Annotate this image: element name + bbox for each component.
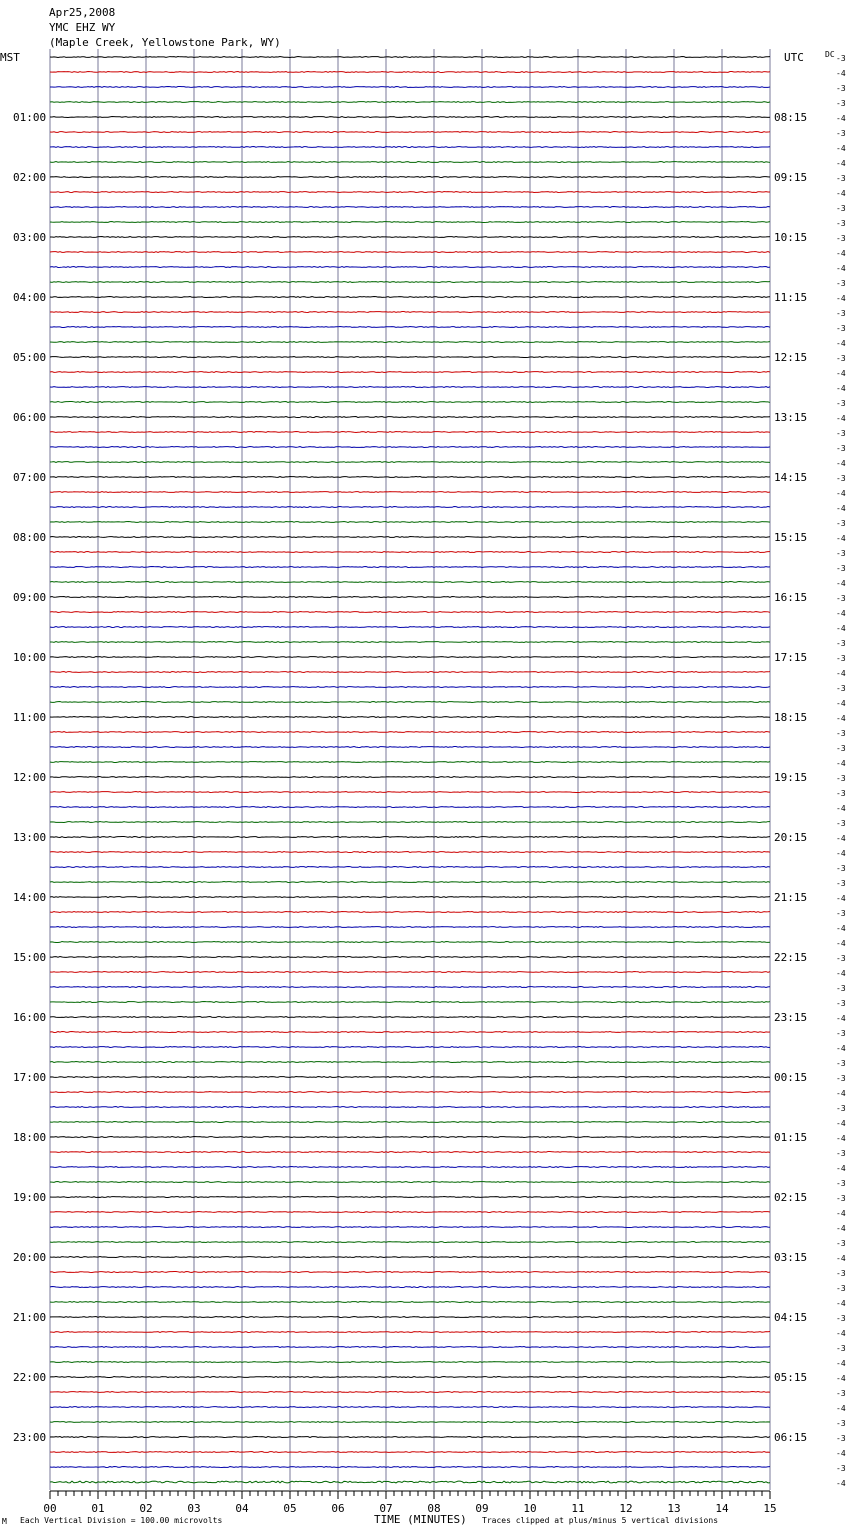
left-hour-label: 05:00 xyxy=(13,351,47,364)
dc-offset-label-38: -4 xyxy=(836,609,846,618)
left-hour-label: 06:00 xyxy=(13,411,47,424)
dc-offset-label-33: -4 xyxy=(836,534,846,543)
right-hour-label: 16:15 xyxy=(774,591,808,604)
trace-line-30 xyxy=(50,492,770,493)
right-hour-label: 03:15 xyxy=(774,1251,808,1264)
dc-offset-label-82: -3 xyxy=(836,1269,846,1278)
dc-offset-label-55: -3 xyxy=(836,864,846,873)
dc-offset-label-10: -4 xyxy=(836,189,846,198)
right-hour-label: 18:15 xyxy=(774,711,808,724)
dc-offset-label-8: -4 xyxy=(836,159,846,168)
x-tick-label: 11 xyxy=(571,1502,585,1515)
x-axis-title: TIME (MINUTES) xyxy=(374,1513,467,1526)
left-hour-label: 08:00 xyxy=(13,531,47,544)
x-tick-label: 02 xyxy=(139,1502,153,1515)
dc-offset-label-68: -3 xyxy=(836,1059,846,1068)
dc-offset-label-5: -4 xyxy=(836,114,846,123)
left-hour-label: 18:00 xyxy=(13,1131,47,1144)
right-hour-label: 04:15 xyxy=(774,1311,808,1324)
dc-offset-label-3: -3 xyxy=(836,84,846,93)
dc-offset-label-15: -4 xyxy=(836,264,846,273)
footer-mark: M xyxy=(2,1517,7,1526)
dc-offset-label-72: -4 xyxy=(836,1119,846,1128)
x-tick-label: 06 xyxy=(331,1502,345,1515)
dc-offset-label-73: -4 xyxy=(836,1134,846,1143)
dc-offset-label-36: -4 xyxy=(836,579,846,588)
dc-offset-label-77: -3 xyxy=(836,1194,846,1203)
dc-offset-label-34: -3 xyxy=(836,549,846,558)
dc-offset-label-2: -4 xyxy=(836,69,846,78)
dc-offset-label-80: -3 xyxy=(836,1239,846,1248)
left-hour-label: 02:00 xyxy=(13,171,47,184)
dc-offset-label-22: -4 xyxy=(836,369,846,378)
dc-offset-label-59: -4 xyxy=(836,924,846,933)
dc-offset-label-25: -4 xyxy=(836,414,846,423)
footer-scale-note: Each Vertical Division = 100.00 microvolts xyxy=(20,1516,223,1525)
dc-offset-label-54: -4 xyxy=(836,849,846,858)
dc-offset-label-65: -4 xyxy=(836,1014,846,1023)
dc-offset-label-7: -4 xyxy=(836,144,846,153)
dc-offset-label-67: -4 xyxy=(836,1044,846,1053)
dc-offset-label-58: -3 xyxy=(836,909,846,918)
x-tick-label: 14 xyxy=(715,1502,729,1515)
left-hour-label: 09:00 xyxy=(13,591,47,604)
dc-offset-label-23: -4 xyxy=(836,384,846,393)
dc-offset-label-69: -3 xyxy=(836,1074,846,1083)
right-hour-label: 02:15 xyxy=(774,1191,808,1204)
dc-offset-label-43: -3 xyxy=(836,684,846,693)
left-hour-label: 20:00 xyxy=(13,1251,47,1264)
dc-offset-label-21: -3 xyxy=(836,354,846,363)
dc-offset-label-92: -3 xyxy=(836,1419,846,1428)
dc-offset-label-18: -3 xyxy=(836,309,846,318)
dc-offset-label-85: -3 xyxy=(836,1314,846,1323)
dc-offset-label-56: -3 xyxy=(836,879,846,888)
left-hour-label: 22:00 xyxy=(13,1371,47,1384)
x-tick-label: 12 xyxy=(619,1502,633,1515)
station-label: YMC EHZ WY xyxy=(49,21,116,34)
x-tick-label: 08 xyxy=(427,1502,441,1515)
dc-offset-label-53: -4 xyxy=(836,834,846,843)
dc-offset-label-20: -4 xyxy=(836,339,846,348)
dc-offset-label-35: -3 xyxy=(836,564,846,573)
dc-offset-label-46: -3 xyxy=(836,729,846,738)
dc-offset-label-9: -3 xyxy=(836,174,846,183)
dc-offset-label-49: -3 xyxy=(836,774,846,783)
right-hour-label: 21:15 xyxy=(774,891,808,904)
dc-offset-label-13: -3 xyxy=(836,234,846,243)
x-tick-label: 01 xyxy=(91,1502,105,1515)
dc-offset-label-14: -4 xyxy=(836,249,846,258)
left-timezone-label: MST xyxy=(0,51,20,64)
dc-offset-label-17: -4 xyxy=(836,294,846,303)
dc-offset-label-52: -3 xyxy=(836,819,846,828)
left-hour-label: 16:00 xyxy=(13,1011,47,1024)
dc-offset-label-41: -3 xyxy=(836,654,846,663)
right-hour-label: 06:15 xyxy=(774,1431,808,1444)
dc-offset-label-40: -3 xyxy=(836,639,846,648)
dc-offset-label-37: -3 xyxy=(836,594,846,603)
dc-offset-label-91: -4 xyxy=(836,1404,846,1413)
dc-label: DC xyxy=(825,50,835,59)
right-hour-label: 01:15 xyxy=(774,1131,808,1144)
dc-offset-label-27: -3 xyxy=(836,444,846,453)
dc-offset-label-24: -3 xyxy=(836,399,846,408)
left-hour-label: 10:00 xyxy=(13,651,47,664)
left-hour-label: 01:00 xyxy=(13,111,47,124)
dc-offset-label-94: -4 xyxy=(836,1449,846,1458)
dc-offset-label-47: -3 xyxy=(836,744,846,753)
dc-offset-label-86: -4 xyxy=(836,1329,846,1338)
left-hour-label: 03:00 xyxy=(13,231,47,244)
dc-offset-label-32: -3 xyxy=(836,519,846,528)
dc-offset-label-74: -3 xyxy=(836,1149,846,1158)
trace-line-11 xyxy=(50,207,770,208)
trace-line-29 xyxy=(50,477,770,478)
x-tick-label: 04 xyxy=(235,1502,249,1515)
right-hour-label: 22:15 xyxy=(774,951,808,964)
dc-offset-label-26: -3 xyxy=(836,429,846,438)
dc-offset-label-51: -4 xyxy=(836,804,846,813)
x-tick-label: 05 xyxy=(283,1502,297,1515)
dc-offset-label-11: -3 xyxy=(836,204,846,213)
dc-offset-label-61: -3 xyxy=(836,954,846,963)
dc-offset-label-93: -3 xyxy=(836,1434,846,1443)
left-hour-label: 13:00 xyxy=(13,831,47,844)
dc-offset-label-79: -4 xyxy=(836,1224,846,1233)
right-hour-label: 00:15 xyxy=(774,1071,808,1084)
trace-line-43 xyxy=(50,687,770,688)
dc-offset-label-6: -3 xyxy=(836,129,846,138)
dc-offset-label-4: -3 xyxy=(836,99,846,108)
left-hour-label: 12:00 xyxy=(13,771,47,784)
right-hour-label: 13:15 xyxy=(774,411,808,424)
right-hour-label: 15:15 xyxy=(774,531,808,544)
dc-offset-label-81: -4 xyxy=(836,1254,846,1263)
dc-offset-label-28: -4 xyxy=(836,459,846,468)
right-hour-label: 09:15 xyxy=(774,171,808,184)
dc-offset-label-96: -4 xyxy=(836,1479,846,1488)
dc-offset-label-57: -4 xyxy=(836,894,846,903)
trace-line-70 xyxy=(50,1092,770,1093)
right-hour-label: 20:15 xyxy=(774,831,808,844)
right-hour-label: 19:15 xyxy=(774,771,808,784)
dc-offset-label-70: -4 xyxy=(836,1089,846,1098)
left-hour-label: 19:00 xyxy=(13,1191,47,1204)
x-tick-label: 03 xyxy=(187,1502,201,1515)
right-hour-label: 17:15 xyxy=(774,651,808,664)
x-tick-label: 15 xyxy=(763,1502,777,1515)
right-hour-label: 14:15 xyxy=(774,471,808,484)
dc-offset-label-31: -4 xyxy=(836,504,846,513)
left-hour-label: 11:00 xyxy=(13,711,47,724)
dc-offset-label-89: -4 xyxy=(836,1374,846,1383)
dc-offset-label-12: -3 xyxy=(836,219,846,228)
trace-line-93 xyxy=(50,1437,770,1438)
dc-offset-label-63: -3 xyxy=(836,984,846,993)
dc-offset-label-87: -3 xyxy=(836,1344,846,1353)
dc-offset-label-42: -4 xyxy=(836,669,846,678)
dc-offset-label-29: -3 xyxy=(836,474,846,483)
dc-offset-label-95: -3 xyxy=(836,1464,846,1473)
right-hour-label: 23:15 xyxy=(774,1011,808,1024)
dc-offset-label-75: -4 xyxy=(836,1164,846,1173)
dc-offset-label-62: -4 xyxy=(836,969,846,978)
chart-date-title: Apr25,2008 xyxy=(49,6,116,19)
dc-offset-label-90: -3 xyxy=(836,1389,846,1398)
dc-offset-label-39: -4 xyxy=(836,624,846,633)
dc-offset-label-45: -4 xyxy=(836,714,846,723)
trace-line-88 xyxy=(50,1362,770,1363)
x-tick-label: 10 xyxy=(523,1502,537,1515)
dc-offset-label-48: -4 xyxy=(836,759,846,768)
dc-offset-label-64: -3 xyxy=(836,999,846,1008)
dc-offset-label-78: -4 xyxy=(836,1209,846,1218)
left-hour-label: 14:00 xyxy=(13,891,47,904)
dc-offset-label-71: -3 xyxy=(836,1104,846,1113)
right-hour-label: 11:15 xyxy=(774,291,808,304)
x-tick-label: 07 xyxy=(379,1502,393,1515)
location-label: (Maple Creek, Yellowstone Park, WY) xyxy=(49,36,281,49)
x-tick-label: 00 xyxy=(43,1502,57,1515)
right-hour-label: 12:15 xyxy=(774,351,808,364)
left-hour-label: 17:00 xyxy=(13,1071,47,1084)
right-hour-label: 08:15 xyxy=(774,111,808,124)
dc-offset-label-44: -4 xyxy=(836,699,846,708)
x-tick-label: 09 xyxy=(475,1502,489,1515)
left-hour-label: 15:00 xyxy=(13,951,47,964)
dc-offset-label-16: -3 xyxy=(836,279,846,288)
x-tick-label: 13 xyxy=(667,1502,681,1515)
dc-offset-label-76: -3 xyxy=(836,1179,846,1188)
dc-offset-label-84: -4 xyxy=(836,1299,846,1308)
footer-clip-note: Traces clipped at plus/minus 5 vertical divisions xyxy=(482,1516,719,1525)
dc-offset-label-50: -3 xyxy=(836,789,846,798)
dc-offset-label-88: -4 xyxy=(836,1359,846,1368)
left-hour-label: 04:00 xyxy=(13,291,47,304)
left-hour-label: 07:00 xyxy=(13,471,47,484)
left-hour-label: 23:00 xyxy=(13,1431,47,1444)
dc-offset-label-1: -3 xyxy=(836,54,846,63)
dc-offset-label-66: -3 xyxy=(836,1029,846,1038)
dc-offset-label-60: -4 xyxy=(836,939,846,948)
dc-offset-label-30: -4 xyxy=(836,489,846,498)
right-hour-label: 10:15 xyxy=(774,231,808,244)
right-hour-label: 05:15 xyxy=(774,1371,808,1384)
dc-offset-label-19: -3 xyxy=(836,324,846,333)
dc-offset-label-83: -3 xyxy=(836,1284,846,1293)
right-timezone-label: UTC xyxy=(784,51,804,64)
left-hour-label: 21:00 xyxy=(13,1311,47,1324)
